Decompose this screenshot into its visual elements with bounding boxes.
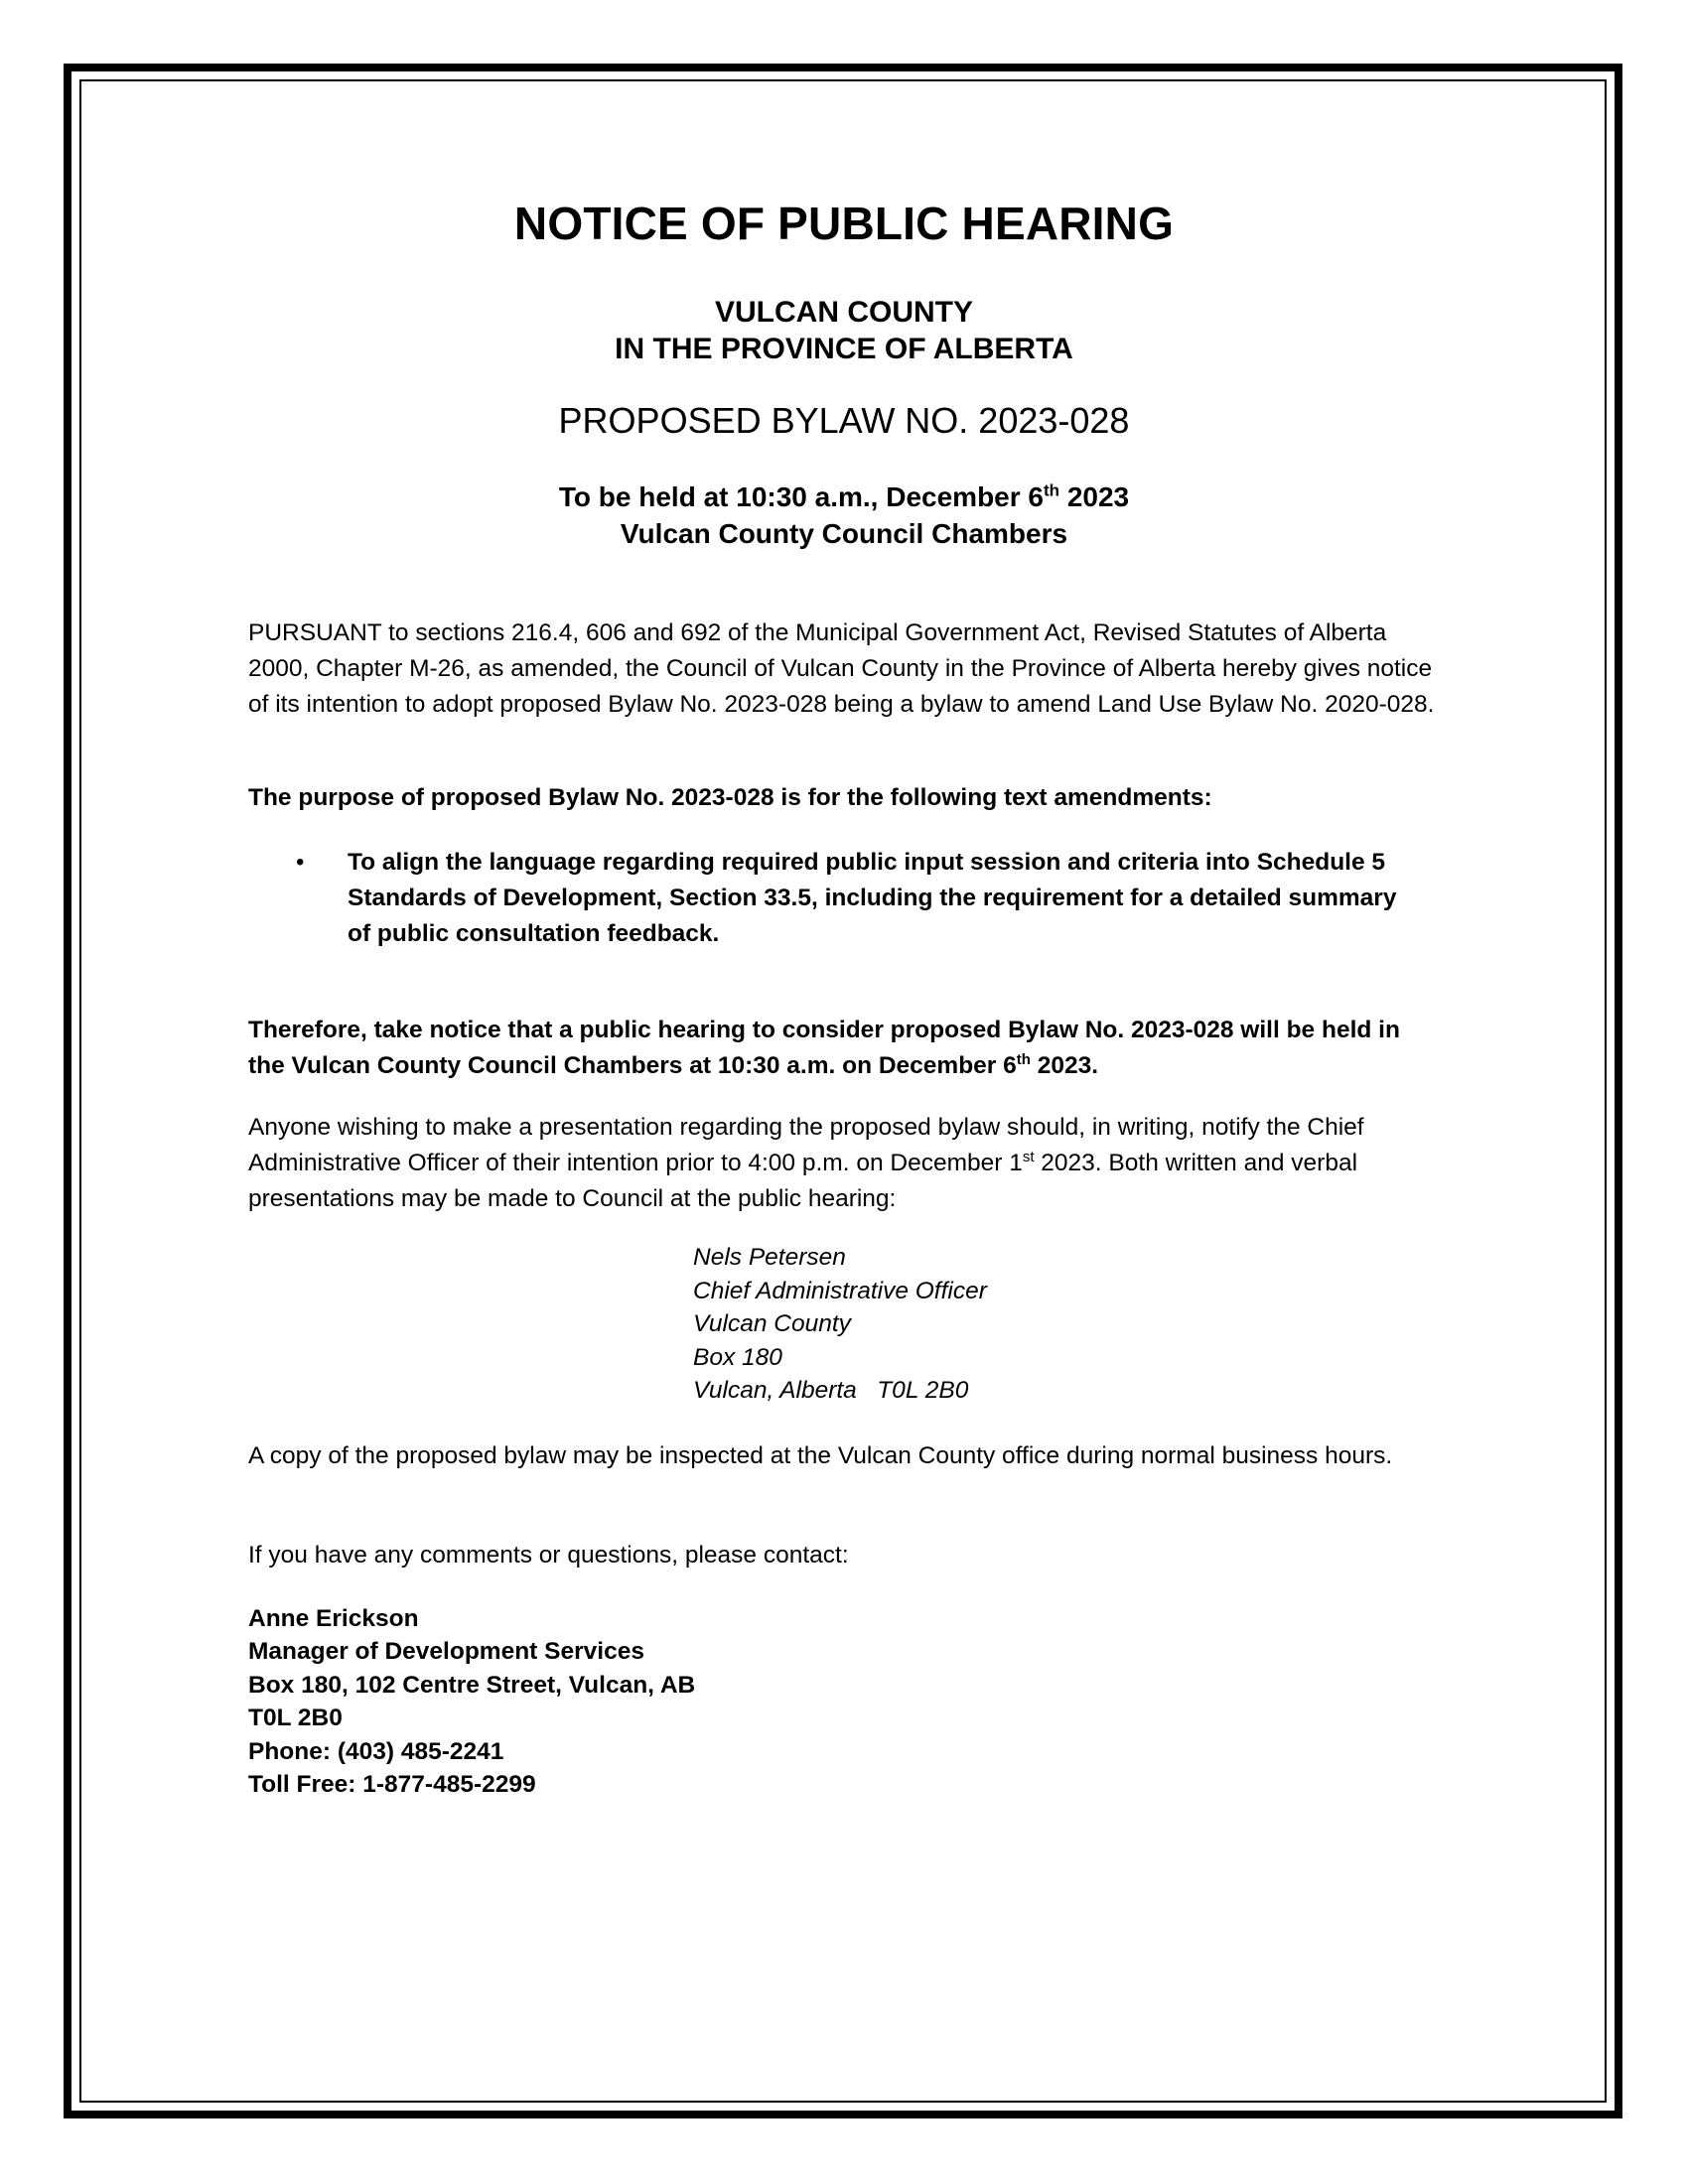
contact-title: Manager of Development Services (248, 1638, 644, 1666)
hearing-details (248, 478, 1440, 552)
county-heading (248, 294, 1440, 367)
contact-toll-free: Toll Free: 1-877-485-2299 (248, 1771, 536, 1799)
cao-address (693, 1241, 987, 1408)
cao-organization: Vulcan County (693, 1310, 851, 1337)
county-line-2: IN THE PROVINCE OF ALBERTA (615, 333, 1073, 365)
therefore-paragraph (248, 1013, 1440, 1084)
cao-city: Vulcan, Alberta T0L 2B0 (693, 1377, 969, 1404)
presentation-paragraph (248, 1110, 1440, 1217)
purpose-paragraph: The purpose of proposed Bylaw No. 2023-028 is for the following text amendments: (248, 784, 1212, 811)
notice-title: NOTICE OF PUBLIC HEARING (513, 198, 1175, 249)
cao-box: Box 180 (693, 1343, 782, 1371)
county-line-1: VULCAN COUNTY (715, 296, 973, 329)
therefore-year: 2023. (1030, 1052, 1099, 1079)
cao-name: Nels Petersen (693, 1244, 846, 1271)
questions-paragraph: If you have any comments or questions, please contact: (248, 1542, 849, 1569)
cao-title: Chief Administrative Officer (693, 1277, 987, 1304)
contact-name: Anne Erickson (248, 1605, 419, 1632)
presentation-text-end: 2023. Both written and verbal presentations may be made to Council at the public hearing: (248, 1150, 1358, 1212)
presentation-text: Anyone wishing to make a presentation regarding the proposed bylaw should, in writing, notify the Chief Administrative Officer of their intention prior to 4:00 p.m. on December 1 (248, 1114, 1364, 1176)
amendment-item: To align the language regarding required public input session and criteria into Schedule 5 Standards of Development, Section 33.5, including the requirement for a detailed summary of public consultation feedback. (348, 849, 1397, 947)
contact-postal-code: T0L 2B0 (248, 1705, 343, 1732)
contact-block (248, 1602, 695, 1801)
contact-phone: Phone: (403) 485-2241 (248, 1737, 504, 1765)
hearing-location: Vulcan County Council Chambers (620, 518, 1068, 549)
hearing-time (248, 478, 1440, 515)
hearing-date-suffix: th (1044, 480, 1060, 500)
hearing-time-text: To be held at 10:30 a.m., December 6 (558, 481, 1044, 512)
therefore-date-suffix: th (1016, 1050, 1031, 1068)
pursuant-paragraph: PURSUANT to sections 216.4, 606 and 692 of the Municipal Government Act, Revised Statutes of Alberta 2000, Chapter M-26, as amended, the Council of Vulcan County in the Province of Alberta hereby gives notice of its intention to adopt proposed Bylaw No. 2023-028 being a bylaw to amend Land Use Bylaw No. 2020-028. (248, 619, 1435, 718)
bylaw-heading: PROPOSED BYLAW NO. 2023-028 (558, 400, 1130, 441)
therefore-text: Therefore, take notice that a public hearing to consider proposed Bylaw No. 2023-028 will be held in the Vulcan County Council Chambers at 10:30 a.m. on December 6 (248, 1017, 1400, 1079)
presentation-date-suffix: st (1022, 1148, 1035, 1165)
contact-address: Box 180, 102 Centre Street, Vulcan, AB (248, 1671, 696, 1699)
copy-paragraph: A copy of the proposed bylaw may be inspected at the Vulcan County office during normal business hours. (248, 1442, 1393, 1469)
bullet-icon: • (296, 849, 305, 876)
hearing-year: 2023 (1059, 481, 1130, 512)
